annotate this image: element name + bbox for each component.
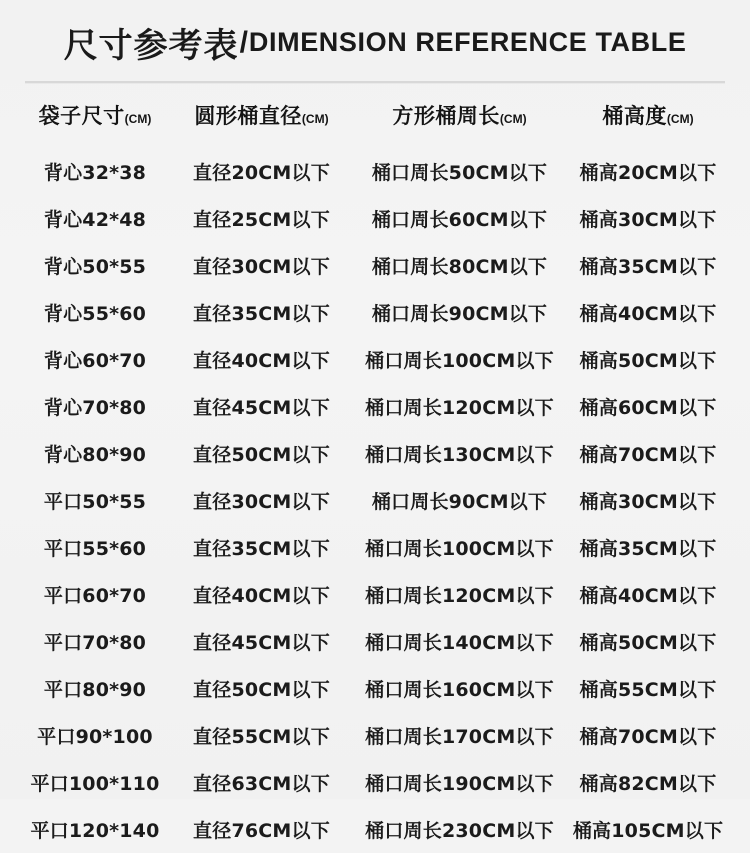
cell-square-perimeter: 桶口周长50CM以下: [371, 162, 548, 184]
cell-bucket-height: 桶高55CM以下: [579, 679, 717, 701]
table-row: [20, 144, 730, 195]
cell-round-diameter: 直径40CM以下: [193, 585, 330, 607]
table-row: [20, 524, 730, 571]
cell-bucket-height: 桶高70CM以下: [579, 444, 717, 466]
table-row: [20, 806, 730, 853]
cell-bucket-height: 桶高35CM以下: [579, 256, 717, 278]
cell-bag-size: 平口55*60: [43, 538, 147, 560]
column-header-unit: (CM): [301, 112, 329, 126]
cell-bucket-height: 桶高50CM以下: [579, 632, 717, 654]
cell-bucket-height: 桶高82CM以下: [579, 773, 717, 795]
title-line: [64, 18, 687, 67]
cell-bag-size: 平口80*90: [43, 679, 147, 701]
table-row: [20, 477, 730, 524]
column-header-bucket-height: [566, 84, 730, 144]
cell-square-perimeter: 桶口周长100CM以下: [365, 350, 554, 372]
table-row: [20, 242, 730, 289]
cell-square-perimeter: 桶口周长140CM以下: [365, 632, 554, 654]
column-header-unit: (CM): [499, 112, 527, 126]
cell-round-diameter: 直径35CM以下: [193, 303, 330, 325]
cell-round-diameter: 直径35CM以下: [193, 538, 330, 560]
cell-bag-size: 平口120*140: [30, 820, 160, 842]
title-separator: /: [239, 25, 248, 59]
cell-bucket-height: 桶高30CM以下: [579, 209, 717, 231]
cell-round-diameter: 直径63CM以下: [193, 773, 330, 795]
cell-bucket-height: 桶高50CM以下: [579, 350, 717, 372]
cell-square-perimeter: 桶口周长130CM以下: [365, 444, 554, 466]
cell-bucket-height: 桶高70CM以下: [579, 726, 717, 748]
column-header-label: 方形桶周长: [392, 104, 500, 128]
cell-bag-size: 背心60*70: [43, 350, 147, 372]
cell-square-perimeter: 桶口周长160CM以下: [365, 679, 554, 701]
cell-bag-size: 平口50*55: [43, 491, 147, 513]
cell-bag-size: 平口90*100: [37, 726, 153, 748]
cell-square-perimeter: 桶口周长80CM以下: [371, 256, 548, 278]
table-row: [20, 571, 730, 618]
cell-round-diameter: 直径76CM以下: [193, 820, 330, 842]
cell-bucket-height: 桶高35CM以下: [579, 538, 717, 560]
cell-square-perimeter: 桶口周长190CM以下: [365, 773, 554, 795]
column-header-unit: (CM): [666, 112, 694, 126]
cell-square-perimeter: 桶口周长60CM以下: [371, 209, 548, 231]
cell-round-diameter: 直径55CM以下: [193, 726, 330, 748]
column-header-bag-size: [20, 84, 170, 144]
cell-bag-size: 平口60*70: [43, 585, 147, 607]
cell-bag-size: 平口100*110: [30, 773, 160, 795]
table-row: [20, 665, 730, 712]
column-header-round-bucket-diameter: [170, 84, 353, 144]
column-header-label: 袋子尺寸: [38, 104, 125, 128]
table-header-row: [20, 84, 730, 144]
table-row: [20, 195, 730, 242]
table-row: [20, 712, 730, 759]
table-row: [20, 618, 730, 665]
cell-bucket-height: 桶高60CM以下: [579, 397, 717, 419]
cell-round-diameter: 直径40CM以下: [193, 350, 330, 372]
cell-round-diameter: 直径30CM以下: [193, 256, 330, 278]
cell-bag-size: 背心80*90: [43, 444, 147, 466]
table-row: [20, 336, 730, 383]
cell-square-perimeter: 桶口周长90CM以下: [371, 303, 548, 325]
cell-square-perimeter: 桶口周长90CM以下: [371, 491, 548, 513]
cell-bag-size: 平口70*80: [43, 632, 147, 654]
cell-square-perimeter: 桶口周长230CM以下: [365, 820, 554, 842]
page-title: [0, 0, 750, 67]
cell-bag-size: 背心55*60: [43, 303, 147, 325]
cell-square-perimeter: 桶口周长100CM以下: [365, 538, 554, 560]
cell-bag-size: 背心32*38: [43, 162, 147, 184]
column-header-label: 桶高度: [602, 104, 667, 128]
cell-bag-size: 背心42*48: [43, 209, 147, 231]
cell-square-perimeter: 桶口周长120CM以下: [365, 397, 554, 419]
table-row: [20, 383, 730, 430]
column-header-square-bucket-perimeter: [353, 84, 566, 144]
cell-bucket-height: 桶高20CM以下: [579, 162, 717, 184]
column-header-label: 圆形桶直径: [194, 104, 302, 128]
cell-bucket-height: 桶高30CM以下: [579, 491, 717, 513]
title-chinese: 尺寸参考表: [63, 26, 239, 66]
cell-round-diameter: 直径50CM以下: [193, 679, 330, 701]
cell-bag-size: 背心50*55: [43, 256, 147, 278]
cell-round-diameter: 直径45CM以下: [193, 397, 330, 419]
title-english: DIMENSION REFERENCE TABLE: [248, 27, 687, 57]
table-row: [20, 289, 730, 336]
cell-bucket-height: 桶高105CM以下: [572, 820, 724, 842]
cell-round-diameter: 直径20CM以下: [193, 162, 330, 184]
table-row: [20, 430, 730, 477]
dimension-table: [20, 84, 730, 853]
cell-bucket-height: 桶高40CM以下: [579, 585, 717, 607]
cell-round-diameter: 直径30CM以下: [193, 491, 330, 513]
cell-square-perimeter: 桶口周长120CM以下: [365, 585, 554, 607]
cell-round-diameter: 直径25CM以下: [193, 209, 330, 231]
cell-round-diameter: 直径45CM以下: [193, 632, 330, 654]
column-header-unit: (CM): [124, 112, 152, 126]
cell-round-diameter: 直径50CM以下: [193, 444, 330, 466]
cell-bag-size: 背心70*80: [43, 397, 147, 419]
cell-square-perimeter: 桶口周长170CM以下: [365, 726, 554, 748]
cell-bucket-height: 桶高40CM以下: [579, 303, 717, 325]
